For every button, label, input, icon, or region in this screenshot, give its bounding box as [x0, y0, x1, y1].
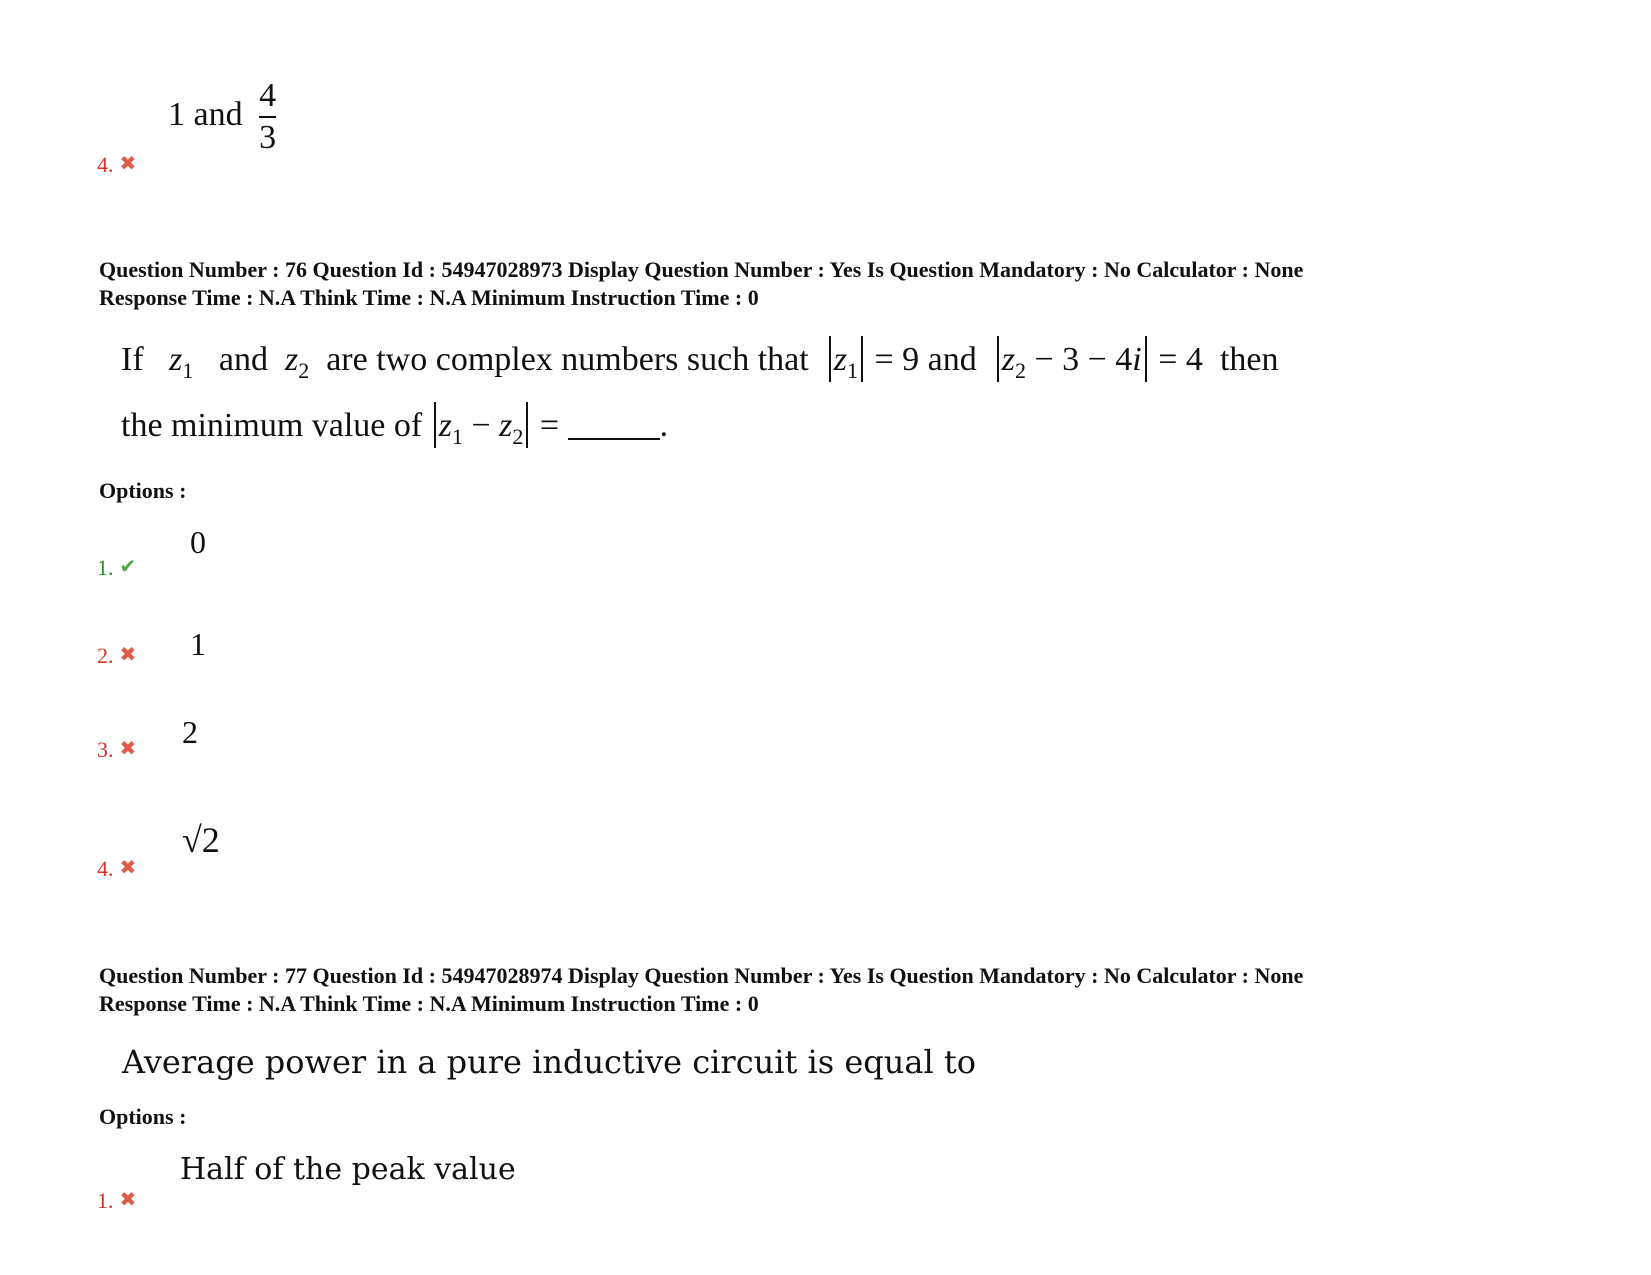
prev-option-4-value: 1 and $\frac{4}{3}$ — [168, 77, 277, 156]
q76-meta-line1: Question Number : 76 Question Id : 54947028973 Display Question Number : Yes Is Question Mandatory : No Calculator : None — [99, 257, 1304, 282]
fraction: $\frac{4}{3}$ — [259, 77, 277, 156]
cross-icon: ✖ — [119, 644, 137, 666]
q76-option-2-value: 1 — [190, 626, 206, 662]
q76-option-1-value: 0 — [190, 524, 206, 560]
check-icon: ✔ — [119, 556, 137, 578]
q76-meta-line2: Response Time : N.A Think Time : N.A Minimum Instruction Time : 0 — [99, 285, 759, 310]
q77-options-label: Options : — [99, 1104, 187, 1129]
cross-icon: ✖ — [119, 1189, 137, 1211]
q76-options-label: Options : — [99, 478, 187, 503]
cross-icon: ✖ — [119, 857, 137, 879]
q76-option-3-value: 2 — [182, 714, 198, 750]
q76-option-4-number: 4. ✖ — [97, 856, 137, 881]
q77-question-text: Average power in a pure inductive circuit is equal to — [122, 1043, 976, 1081]
q76-option-2-number: 2. ✖ — [97, 643, 137, 668]
cross-icon: ✖ — [119, 738, 137, 760]
q77-option-1-value: Half of the peak value — [180, 1152, 516, 1187]
q77-meta-line1: Question Number : 77 Question Id : 54947028974 Display Question Number : Yes Is Question Mandatory : No Calculator : None — [99, 963, 1304, 988]
answer-blank — [568, 410, 660, 440]
prev-option-4-number: 4. ✖ — [97, 152, 137, 177]
q76-option-1-number: 1. ✔ — [97, 555, 137, 580]
q77-option-1-number: 1. ✖ — [97, 1188, 137, 1213]
cross-icon: ✖ — [119, 153, 137, 175]
q76-option-3-number: 3. ✖ — [97, 737, 137, 762]
q77-meta-line2: Response Time : N.A Think Time : N.A Minimum Instruction Time : 0 — [99, 991, 759, 1016]
q76-question-line1: If $z_1$ and $z_2$ are two complex numbers such that $z_1 = 9$ and $z_2 - 3 - 4i = 4$ then — [121, 336, 1278, 391]
q76-question-line2: the minimum value of $z_1 - z_2$ = . — [121, 402, 668, 457]
q76-option-4-value: √2 — [182, 820, 220, 860]
